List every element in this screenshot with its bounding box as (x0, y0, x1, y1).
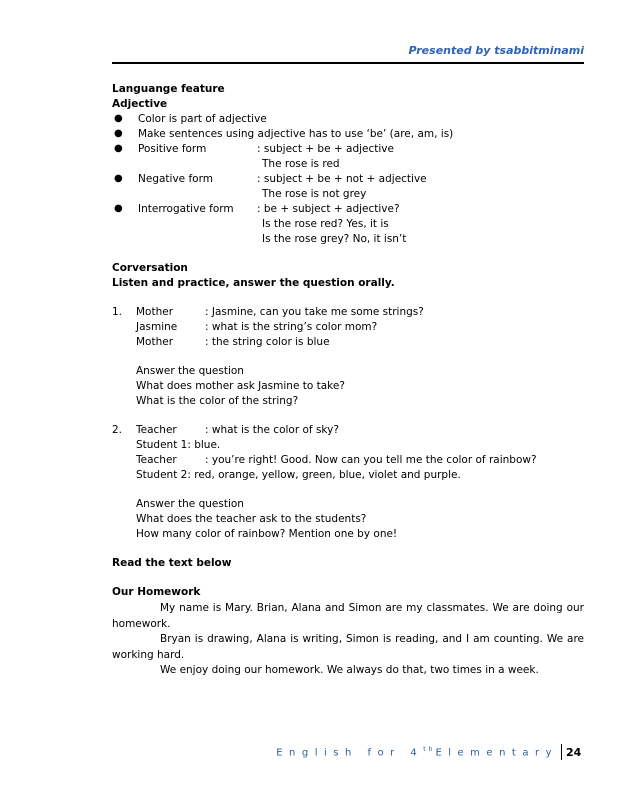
reading-title: Our Homework (112, 586, 201, 598)
dialog-number: 1. (112, 306, 123, 318)
bullet-icon: ● (114, 113, 123, 124)
question-item: What does the teacher ask to the students? (136, 513, 367, 525)
header-divider (112, 62, 584, 64)
dialog-line: Student 2: red, orange, yellow, green, blue, violet and purple. (136, 469, 461, 481)
dialog-speaker: Teacher (136, 454, 177, 466)
bullet-icon: ● (114, 128, 123, 139)
negative-example: The rose is not grey (262, 188, 367, 200)
answer-label: Answer the question (136, 498, 244, 510)
dialog-speaker: Teacher (136, 424, 177, 436)
bullet-icon: ● (114, 143, 123, 154)
question-item: How many color of rainbow? Mention one by one! (136, 528, 398, 540)
section-title-conversation: Corversation (112, 262, 188, 274)
reading-paragraph: My name is Mary. Brian, Alana and Simon are my classmates. We are doing our homework. (112, 602, 584, 630)
question-item: What is the color of the string? (136, 395, 299, 407)
bullet-text: Positive form (138, 143, 207, 155)
dialog-number: 2. (112, 424, 123, 436)
bullet-text: Color is part of adjective (138, 113, 267, 125)
dialog-line: : the string color is blue (205, 336, 330, 348)
answer-label: Answer the question (136, 365, 244, 377)
dialog-speaker: Mother (136, 306, 174, 318)
page-number: 24 (566, 746, 582, 759)
footer-divider (561, 744, 562, 760)
reading-paragraph: Bryan is drawing, Alana is writing, Simon is reading, and I am counting. We are working hard. (112, 633, 584, 661)
dialog-line: : Jasmine, can you take me some strings? (205, 306, 424, 318)
reading-instruction: Read the text below (112, 557, 232, 569)
section-title-language-feature: Languange feature (112, 83, 225, 95)
interrogative-example: Is the rose red? Yes, it is (262, 218, 389, 230)
dialog-line: : you’re right! Good. Now can you tell me the color of rainbow? (205, 454, 537, 466)
presenter-credit: Presented by tsabbitminami (408, 44, 584, 57)
interrogative-rule: : be + subject + adjective? (257, 203, 400, 215)
conversation-instruction: Listen and practice, answer the question orally. (112, 277, 395, 289)
section-subtitle-adjective: Adjective (112, 98, 168, 110)
dialog-speaker: Mother (136, 336, 174, 348)
positive-example: The rose is red (262, 158, 340, 170)
positive-rule: : subject + be + adjective (257, 143, 394, 155)
bullet-icon: ● (114, 173, 123, 184)
dialog-line: : what is the color of sky? (205, 424, 339, 436)
reading-paragraph: We enjoy doing our homework. We always do that, two times in a week. (160, 664, 539, 676)
bullet-text: Make sentences using adjective has to use ‘be’ (are, am, is) (138, 128, 454, 140)
negative-rule: : subject + be + not + adjective (257, 173, 427, 185)
book-title: English for 4thElementary (276, 746, 558, 759)
question-item: What does mother ask Jasmine to take? (136, 380, 345, 392)
bullet-text: Negative form (138, 173, 213, 185)
dialog-line: : what is the string’s color mom? (205, 321, 378, 333)
bullet-icon: ● (114, 203, 123, 214)
dialog-speaker: Jasmine (136, 321, 178, 333)
dialog-line: Student 1: blue. (136, 439, 221, 451)
bullet-text: Interrogative form (138, 203, 234, 215)
interrogative-example: Is the rose grey? No, it isn’t (262, 233, 407, 245)
